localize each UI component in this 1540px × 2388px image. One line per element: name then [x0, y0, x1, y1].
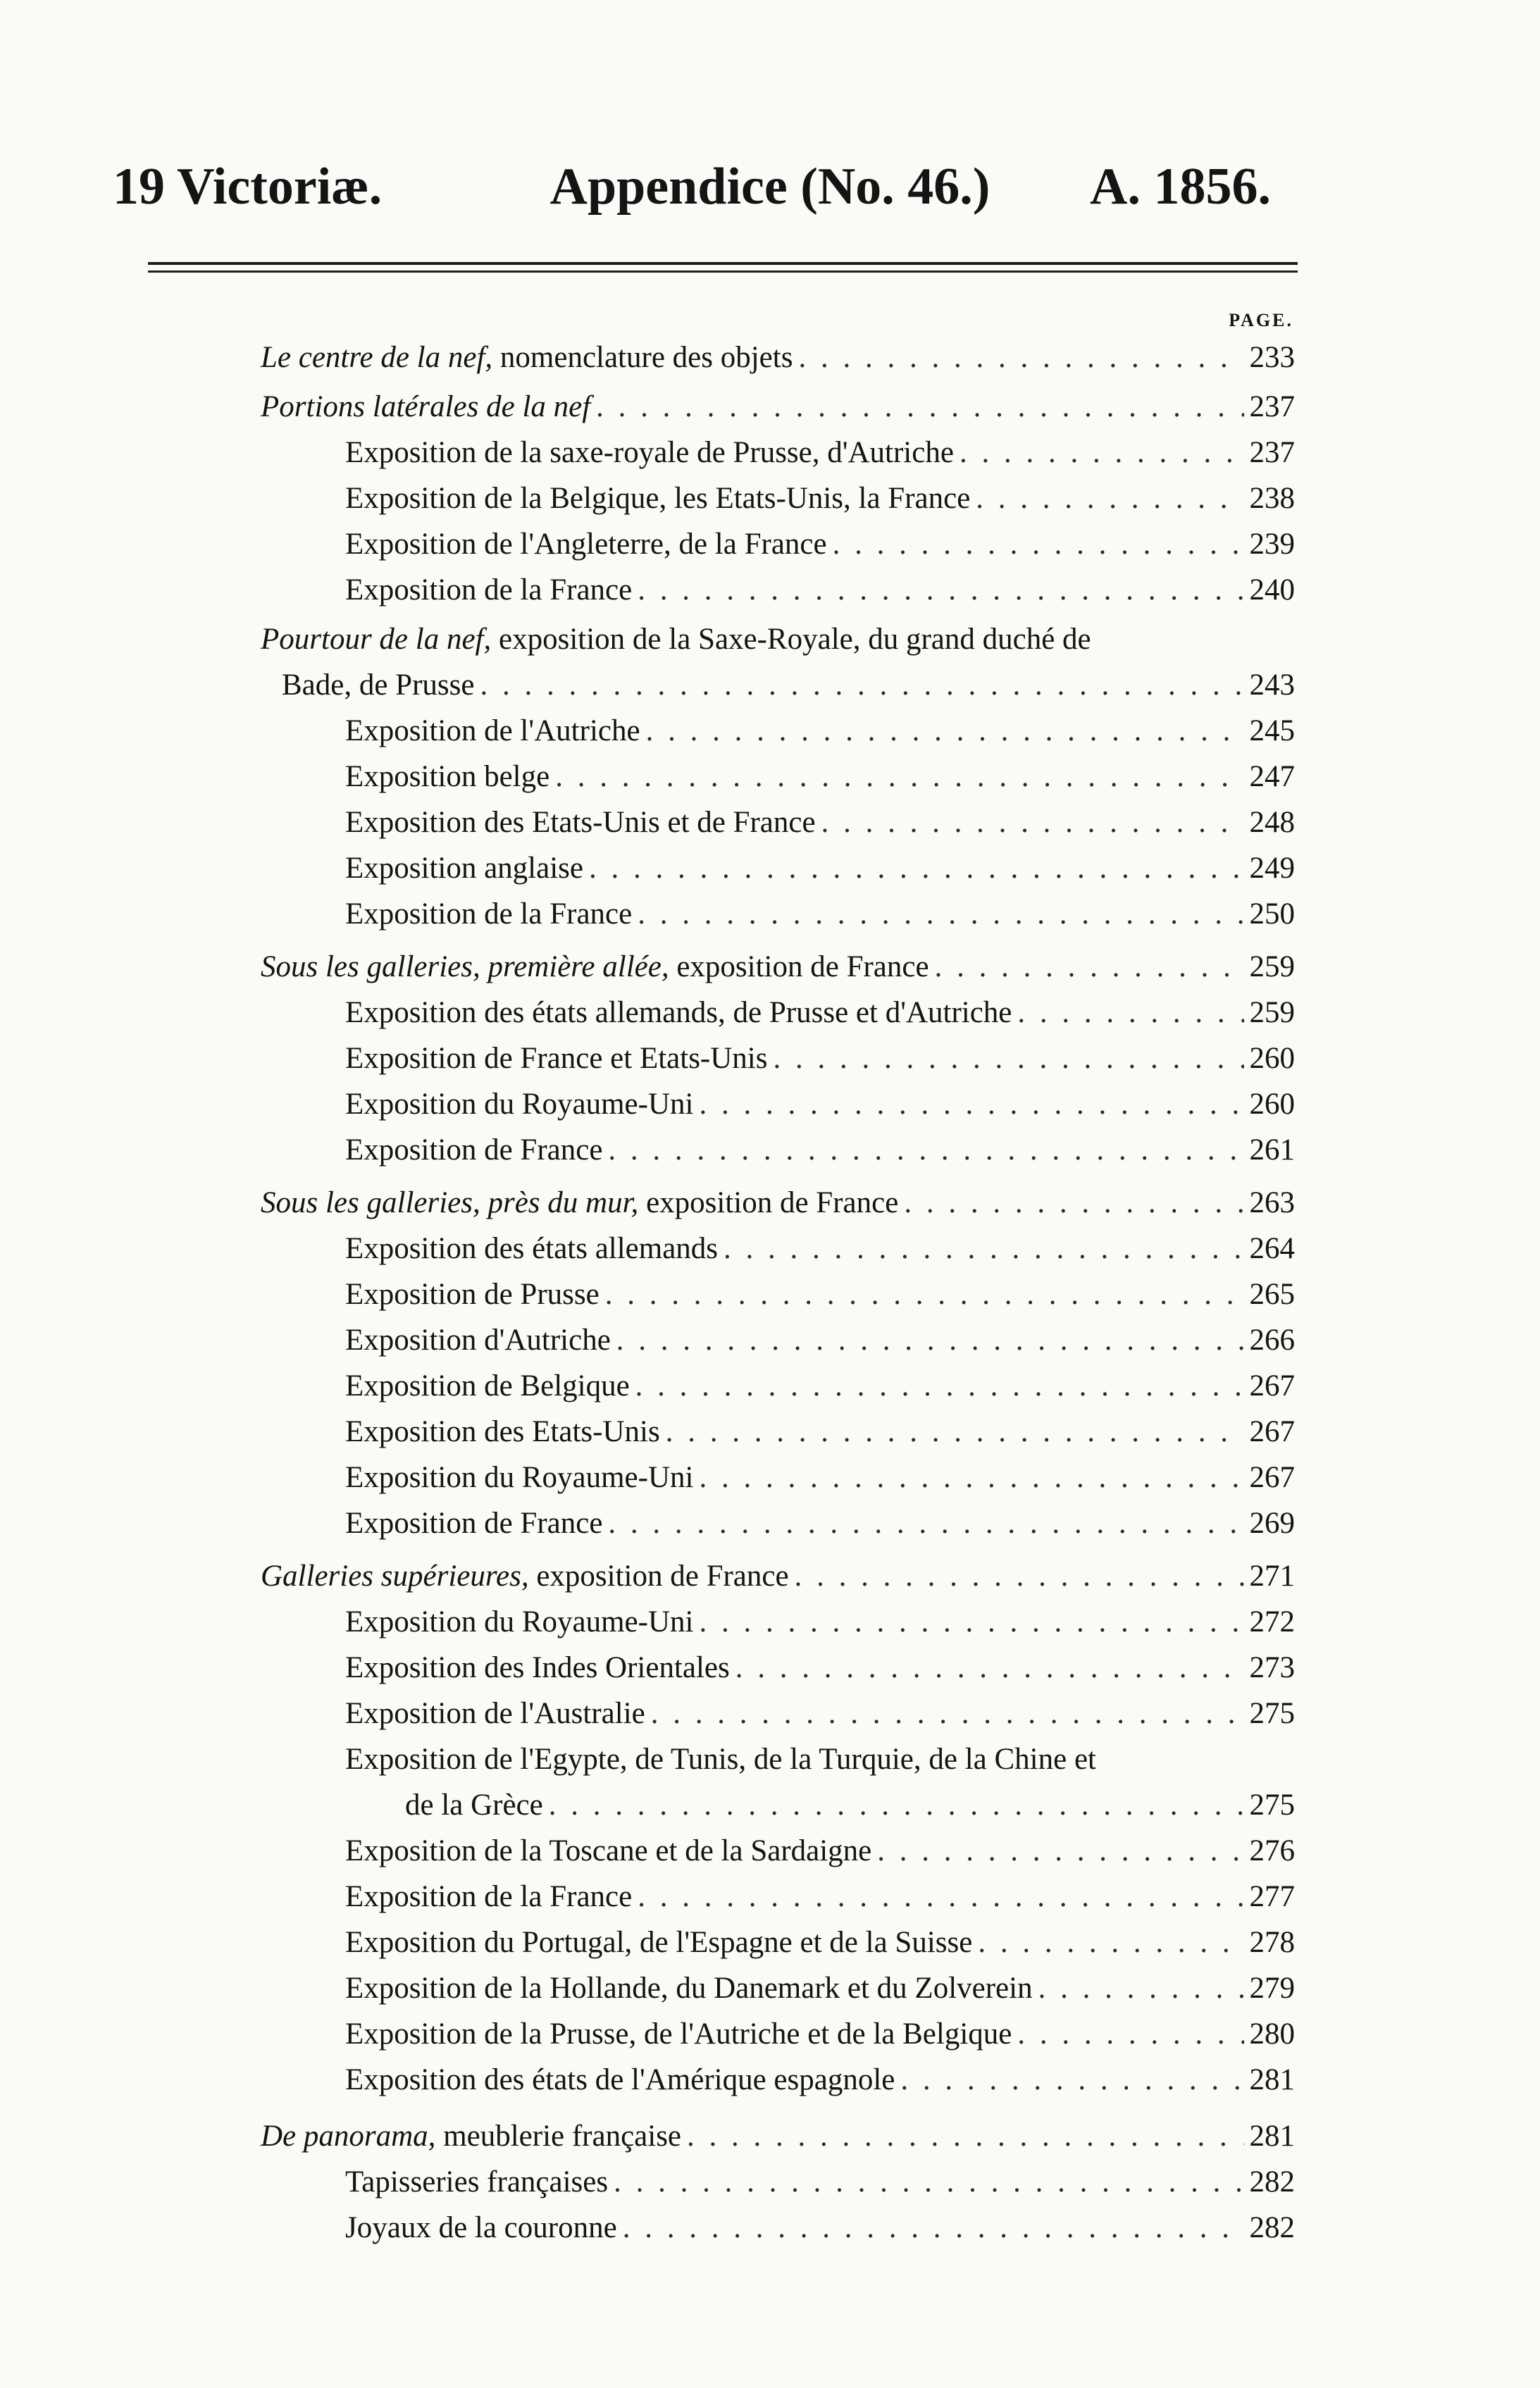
header-rule-top	[148, 262, 1298, 265]
toc-entry	[345, 1923, 1295, 1963]
toc-entry	[345, 1694, 1295, 1734]
toc-page-number: 282	[1249, 2165, 1295, 2199]
toc-page-number: 267	[1249, 1369, 1295, 1403]
toc-entry	[405, 1786, 1295, 1825]
toc-entry	[261, 338, 1295, 378]
toc-page-number: 245	[1249, 714, 1295, 747]
toc-entry-title	[345, 2060, 895, 2100]
toc-entry	[345, 525, 1295, 564]
dot-leader	[651, 1694, 1244, 1734]
dot-leader	[623, 2208, 1244, 2248]
toc-entry-title	[345, 1832, 871, 1871]
toc-entry-title	[261, 947, 929, 987]
toc-page-number: 243	[1249, 668, 1295, 702]
toc-page-number: 237	[1249, 390, 1295, 423]
dot-leader	[935, 947, 1244, 987]
dot-leader	[699, 1603, 1243, 1642]
toc-page-number: 281	[1249, 2120, 1295, 2153]
toc-entry-text: Exposition du Portugal, de l'Espagne et de la Suisse	[345, 1926, 973, 1959]
toc-page-number: 275	[1249, 1697, 1295, 1730]
toc-entry-title	[345, 2015, 1012, 2054]
toc-page-number: 233	[1249, 341, 1295, 374]
toc-entry-text: Exposition des Etats-Unis et de France	[345, 806, 816, 839]
toc-page-number: 277	[1249, 1880, 1295, 1913]
toc-entry-text: exposition de France	[638, 1186, 899, 1219]
dot-leader	[960, 433, 1244, 473]
dot-leader	[724, 1229, 1243, 1269]
toc-entry-text: Exposition de France	[345, 1133, 603, 1167]
toc-entry-title	[261, 387, 590, 427]
dot-leader	[821, 803, 1244, 842]
toc-entry-title	[345, 1085, 693, 1124]
toc-entry-title	[345, 849, 583, 888]
dot-leader	[1017, 993, 1243, 1033]
toc-entry-title	[345, 1648, 730, 1688]
toc-entry-text: Exposition belge	[345, 760, 550, 793]
toc-entry-text: Exposition d'Autriche	[345, 1324, 611, 1357]
toc-page-number: 266	[1249, 1324, 1295, 1357]
toc-entry-text: de la Grèce	[405, 1789, 543, 1822]
toc-entry	[261, 387, 1295, 427]
toc-entry-text: meublerie française	[435, 2120, 682, 2153]
dot-leader	[608, 1131, 1243, 1170]
toc-page-number: 267	[1249, 1415, 1295, 1448]
toc-page-number: 250	[1249, 897, 1295, 931]
toc-entry-text: Exposition de la France	[345, 1880, 633, 1913]
toc-entry	[345, 1877, 1295, 1917]
dot-leader	[589, 849, 1244, 888]
toc-entry-title	[261, 338, 793, 378]
toc-page-number: 267	[1249, 1461, 1295, 1494]
page-column-label: PAGE.	[1229, 310, 1293, 330]
toc-entry-title	[405, 1786, 543, 1825]
toc-page-number: 239	[1249, 528, 1295, 561]
toc-entry	[261, 1557, 1295, 1596]
toc-entry-text: exposition de France	[528, 1560, 789, 1593]
toc-entry-text: Exposition de France	[345, 1507, 603, 1540]
toc-entry-line	[345, 1740, 1096, 1779]
toc-entry	[261, 947, 1295, 987]
dot-leader	[833, 525, 1244, 564]
header-appendix-title: Appendice (No. 46.)	[549, 158, 991, 216]
toc-entry-lead: Sous les galleries, près du mur,	[261, 1186, 639, 1219]
toc-entry-text: Joyaux de la couronne	[345, 2211, 617, 2244]
toc-entry	[345, 895, 1295, 934]
toc-entry-title	[345, 1367, 630, 1406]
toc-entry	[345, 2208, 1295, 2248]
dot-leader	[1038, 1969, 1244, 2008]
toc-entry-text: Exposition de l'Autriche	[345, 714, 640, 747]
toc-entry-line	[261, 620, 1091, 659]
toc-page-number: 260	[1249, 1088, 1295, 1121]
toc-page-number: 276	[1249, 1834, 1295, 1867]
toc-entry	[345, 2015, 1295, 2054]
dot-leader	[978, 1923, 1243, 1963]
dot-leader	[795, 1557, 1244, 1596]
toc-entry-text: Exposition de l'Australie	[345, 1697, 645, 1730]
dot-leader	[638, 895, 1243, 934]
dot-leader	[904, 1183, 1243, 1223]
toc-entry-title	[345, 711, 640, 751]
dot-leader	[646, 711, 1244, 751]
toc-entry-title	[345, 1923, 972, 1963]
toc-entry	[345, 2163, 1295, 2202]
dot-leader	[900, 2060, 1243, 2100]
toc-page-number: 260	[1249, 1042, 1295, 1075]
header-year: A. 1856.	[1090, 158, 1271, 216]
toc-entry	[345, 1321, 1295, 1360]
dot-leader	[638, 571, 1243, 610]
toc-entry	[345, 1039, 1295, 1078]
toc-page-number: 281	[1249, 2063, 1295, 2096]
toc-entry-title	[345, 993, 1012, 1033]
toc-entry-text: Exposition de France et Etats-Unis	[345, 1042, 768, 1075]
dot-leader	[480, 666, 1243, 705]
toc-entry-title	[261, 1557, 789, 1596]
dot-leader	[605, 1275, 1244, 1314]
toc-entry	[345, 757, 1295, 797]
toc-entry-title	[261, 1183, 898, 1223]
toc-entry-text: Exposition de la France	[345, 573, 633, 607]
toc-page-number: 280	[1249, 2017, 1295, 2051]
dot-leader	[616, 1321, 1244, 1360]
toc-entry-title	[345, 1321, 611, 1360]
toc-entry-title	[261, 2117, 681, 2156]
toc-entry-title	[345, 1229, 718, 1269]
toc-entry-title	[345, 1131, 602, 1170]
toc-entry	[345, 1504, 1295, 1543]
toc-entry-title	[345, 2208, 617, 2248]
toc-entry-text: Exposition de Prusse	[345, 1278, 600, 1311]
toc-entry	[345, 711, 1295, 751]
toc-entry-title	[345, 1504, 602, 1543]
toc-entry-lead: Galleries supérieures,	[261, 1560, 529, 1593]
toc-entry-title	[345, 433, 954, 473]
dot-leader	[666, 1412, 1244, 1452]
toc-entry	[345, 849, 1295, 888]
toc-page-number: 272	[1249, 1605, 1295, 1638]
dot-leader	[549, 1786, 1244, 1825]
toc-entry-title	[345, 1275, 600, 1314]
toc-entry	[345, 1969, 1295, 2008]
toc-page-number: 237	[1249, 436, 1295, 469]
toc-page-number: 282	[1249, 2211, 1295, 2244]
toc-entry-text: exposition de la Saxe-Royale, du grand duché de	[491, 623, 1091, 656]
toc-entry-title	[345, 1603, 693, 1642]
toc-entry-text: Exposition des états allemands	[345, 1232, 719, 1265]
toc-entry	[345, 1085, 1295, 1124]
toc-entry-text: Exposition de l'Egypte, de Tunis, de la Turquie, de la Chine et	[345, 1743, 1096, 1776]
toc-entry-title	[345, 2163, 608, 2202]
toc-entry	[345, 1648, 1295, 1688]
toc-entry-title	[345, 525, 827, 564]
toc-entry-text: Exposition de la France	[345, 897, 633, 931]
dot-leader	[596, 387, 1243, 427]
toc-entry	[345, 1229, 1295, 1269]
dot-leader	[555, 757, 1243, 797]
toc-entry-text: Exposition des états allemands, de Prusse et d'Autriche	[345, 996, 1012, 1029]
toc-entry-text: Exposition du Royaume-Uni	[345, 1461, 694, 1494]
toc-entry-title	[345, 1877, 632, 1917]
toc-entry	[345, 2060, 1295, 2100]
toc-entry-text: exposition de France	[669, 950, 929, 983]
toc-entry-text: Exposition des états de l'Amérique espagnole	[345, 2063, 895, 2096]
toc-page-number: 265	[1249, 1278, 1295, 1311]
toc-entry-lead: De panorama,	[261, 2120, 436, 2153]
toc-entry	[261, 1183, 1295, 1223]
toc-entry-title	[345, 1969, 1033, 2008]
toc-entry-title	[345, 479, 970, 518]
toc-page-number: 275	[1249, 1789, 1295, 1822]
toc-entry-lead: Pourtour de la nef,	[261, 623, 492, 656]
toc-entry-text: Exposition de la saxe-royale de Prusse, d'Autriche	[345, 436, 954, 469]
toc-entry-text: Exposition anglaise	[345, 852, 583, 885]
toc-entry	[345, 1832, 1295, 1871]
toc-entry	[345, 1275, 1295, 1314]
toc-entry-title	[345, 803, 816, 842]
toc-page-number: 271	[1249, 1560, 1295, 1593]
toc-page-number: 247	[1249, 760, 1295, 793]
toc-page-number: 264	[1249, 1232, 1295, 1265]
toc-page-number: 261	[1249, 1133, 1295, 1167]
toc-entry	[345, 433, 1295, 473]
dot-leader	[635, 1367, 1244, 1406]
dot-leader	[614, 2163, 1243, 2202]
toc-page-number: 269	[1249, 1507, 1295, 1540]
toc-entry-title	[345, 1412, 660, 1452]
toc-entry-text: Exposition du Royaume-Uni	[345, 1605, 694, 1638]
toc-entry-lead: Portions latérales de la nef	[261, 390, 591, 423]
toc-entry-text: Exposition du Royaume-Uni	[345, 1088, 694, 1121]
toc-entry-text: Tapisseries françaises	[345, 2165, 609, 2199]
toc-entry-text: Bade, de Prusse	[282, 668, 475, 702]
toc-entry	[345, 1412, 1295, 1452]
dot-leader	[773, 1039, 1243, 1078]
dot-leader	[638, 1877, 1243, 1917]
toc-entry-title	[345, 757, 549, 797]
header-rule-bottom	[148, 270, 1298, 273]
dot-leader	[608, 1504, 1243, 1543]
dot-leader	[1017, 2015, 1243, 2054]
dot-leader	[687, 2117, 1243, 2156]
toc-page-number: 263	[1249, 1186, 1295, 1219]
toc-page-number: 240	[1249, 573, 1295, 607]
toc-entry	[345, 1367, 1295, 1406]
toc-entry-text: Exposition des Indes Orientales	[345, 1651, 730, 1684]
toc-entry-title	[345, 1039, 767, 1078]
dot-leader	[699, 1458, 1243, 1498]
toc-entry	[345, 1458, 1295, 1498]
toc-entry	[345, 571, 1295, 610]
toc-entry	[345, 479, 1295, 518]
toc-entry-title	[345, 571, 632, 610]
toc-entry-text: Exposition de la Belgique, les Etats-Unis, la France	[345, 482, 971, 515]
toc-entry	[345, 1131, 1295, 1170]
toc-page-number: 278	[1249, 1926, 1295, 1959]
toc-entry-text: nomenclature des objets	[492, 341, 793, 374]
toc-entry-title	[345, 1458, 693, 1498]
header-session: 19 Victoriæ.	[113, 158, 383, 216]
toc-page-number: 248	[1249, 806, 1295, 839]
dot-leader	[735, 1648, 1244, 1688]
toc-page-number: 279	[1249, 1972, 1295, 2005]
toc-page-number: 238	[1249, 482, 1295, 515]
toc-entry-text: Exposition de la Toscane et de la Sardaigne	[345, 1834, 872, 1867]
toc-page-number: 259	[1249, 950, 1295, 983]
toc-entry-title	[345, 895, 632, 934]
toc-entry	[261, 2117, 1295, 2156]
toc-entry-lead: Sous les galleries, première allée,	[261, 950, 669, 983]
toc-entry-title	[282, 666, 474, 705]
toc-entry-text: Exposition de l'Angleterre, de la France	[345, 528, 827, 561]
dot-leader	[877, 1832, 1243, 1871]
toc-entry-text: Exposition de Belgique	[345, 1369, 630, 1403]
toc-page-number: 273	[1249, 1651, 1295, 1684]
toc-entry	[345, 993, 1295, 1033]
toc-entry-title	[345, 1694, 645, 1734]
toc-entry	[282, 666, 1295, 705]
toc-entry-lead: Le centre de la nef,	[261, 341, 493, 374]
toc-page-number: 249	[1249, 852, 1295, 885]
dot-leader	[976, 479, 1243, 518]
toc-page-number: 259	[1249, 996, 1295, 1029]
dot-leader	[699, 1085, 1243, 1124]
toc-entry-text: Exposition de la Prusse, de l'Autriche et de la Belgique	[345, 2017, 1012, 2051]
toc-entry	[345, 803, 1295, 842]
toc-entry-text: Exposition des Etats-Unis	[345, 1415, 660, 1448]
dot-leader	[798, 338, 1243, 378]
toc-entry	[345, 1603, 1295, 1642]
toc-entry-text: Exposition de la Hollande, du Danemark et du Zolverein	[345, 1972, 1033, 2005]
